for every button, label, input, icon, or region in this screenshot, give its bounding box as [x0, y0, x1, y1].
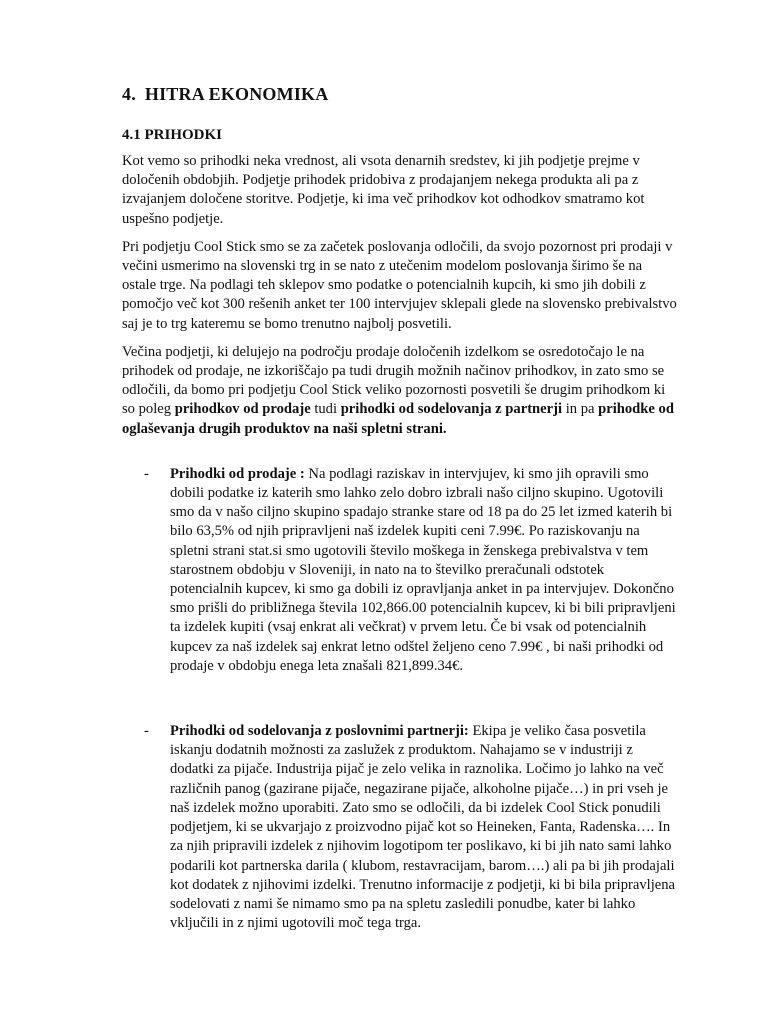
chapter-title: HITRA EKONOMIKA	[144, 84, 329, 104]
bold-phrase-partners: prihodki od sodelovanja z partnerji	[340, 401, 563, 418]
paragraph-intro: Kot vemo so prihodki neka vrednost, ali vsota denarnih sredstev, ki jih podjetje prejme v določenih obdobjih. Podjetje prihodek pridobiva z prodajanjem nekega produkta ali pa z izvajanjem določene storitve. Podjetje, ki ima več prihodkov kot odhodkov smatramo kot uspešno podjetje.	[122, 153, 645, 227]
bullet-item-partners	[122, 722, 678, 933]
bullet-dash: -	[144, 723, 149, 740]
bold-phrase-sales: prihodkov od prodaje	[174, 401, 311, 418]
chapter-heading	[122, 84, 678, 105]
bullet-item-sales	[122, 465, 678, 676]
bullet-dash: -	[144, 465, 149, 482]
paragraph-text: tudi	[310, 401, 341, 418]
paragraph-text: in pa	[562, 401, 599, 418]
paragraph-text: Večina podjetji, ki delujejo na področju prodaje določenih izdelkom se osredotočajo le na prihodek od prodaje, ne izkoriščajo pa tudi drugih možnih načinov prihodkov, in zato smo se odločili, da bomo pri podjetju Cool Stick veliko pozornosti posvetili še drugim prihodkom ki so poleg	[122, 343, 666, 418]
paragraph-cool-stick-market: Pri podjetju Cool Stick smo se za začetek poslovanja odločili, da svojo pozornost pri prodaji v večini usmerimo na slovenski trg in se nato z utečenim modelom poslovanja širimo še na ostale trge. Na podlagi teh sklepov smo podatke o potencialnih kupcih, ki smo jih dobili z pomočjo več kot 300 rešenih anket ter 100 intervjujev sklepali glede na slovensko prebivalstvo saj je to trg kateremu se bomo trenutno najbolj posvetili.	[122, 238, 677, 332]
section-heading: 4.1 PRIHODKI	[122, 127, 223, 143]
bullet-heading: Prihodki od sodelovanja z poslovnimi partnerji:	[170, 723, 469, 740]
document-page	[122, 84, 678, 979]
chapter-number: 4.	[122, 84, 136, 104]
bold-phrase-advertising: prihodke od oglaševanja drugih produktov na naši spletni strani.	[122, 401, 674, 437]
revenue-bullet-list	[122, 465, 678, 933]
bullet-heading: Prihodki od prodaje :	[170, 465, 305, 482]
paragraph-revenue-sources	[122, 343, 678, 439]
bullet-text: Ekipa je veliko časa posvetila iskanju dodatnih možnosti za zaslužek z produktom. Nahajamo se v industriji z dodatki za pijače. Industrija pijač je zelo velika in raznolika. Ločimo jo lahko na več različnih panog (gazirane pijače, negazirane pijače, alkoholne pijače…) in pri vseh je naš izdelek možno uporabiti. Zato smo se odločili, da bi izdelek Cool Stick ponudili podjetjem, ki se ukvarjajo z proizvodno pijač kot so Heineken, Fanta, Radenska…. In za njih pripravili izdelek z njihovim logotipom ter poslikavo, ki bi jih nato sami lahko podarili kot partnerska darila ( klubom, restavracijam, barom….) ali pa bi jih prodajali kot dodatek z njihovimi izdelki. Trenutno informacije z podjetji, ki bi bila pripravljena sodelovati z nami še nimamo smo pa na spletu zasledili ponudbe, kater bi lahko vključili in z njimi ugotovili moč tega trga.	[170, 723, 676, 932]
bullet-text: Na podlagi raziskav in intervjujev, ki smo jih opravili smo dobili podatke iz katerih smo lahko zelo dobro izbrali našo ciljno skupino. Ugotovili smo da v našo ciljno skupino spadajo stranke stare od 18 pa do 25 let izmed katerih bi bilo 63,5% od njih pripravljeni naš izdelek kupiti ceni 7.99€. Po raziskovanju na spletni strani stat.si smo ugotovili število moškega in ženskega prebivalstva v tem starostnem obdobju v Sloveniji, in nato na to številko preračunali odstotek potencialnih kupcev, ki smo ga dobili iz opravljanja anket in pa intervjujev. Dokončno smo prišli do približnega števila 102,866.00 potencialnih kupcev, ki bi bili pripravljeni ta izdelek kupiti (vsaj enkrat ali večkrat) v prvem letu. Če bi vsak od potencialnih kupcev za naš izdelek saj enkrat letno odštel željeno ceno 7.99€ , bi naši prihodki od prodaje v obdobju enega leta znašali 821,899.34€.	[170, 465, 676, 674]
